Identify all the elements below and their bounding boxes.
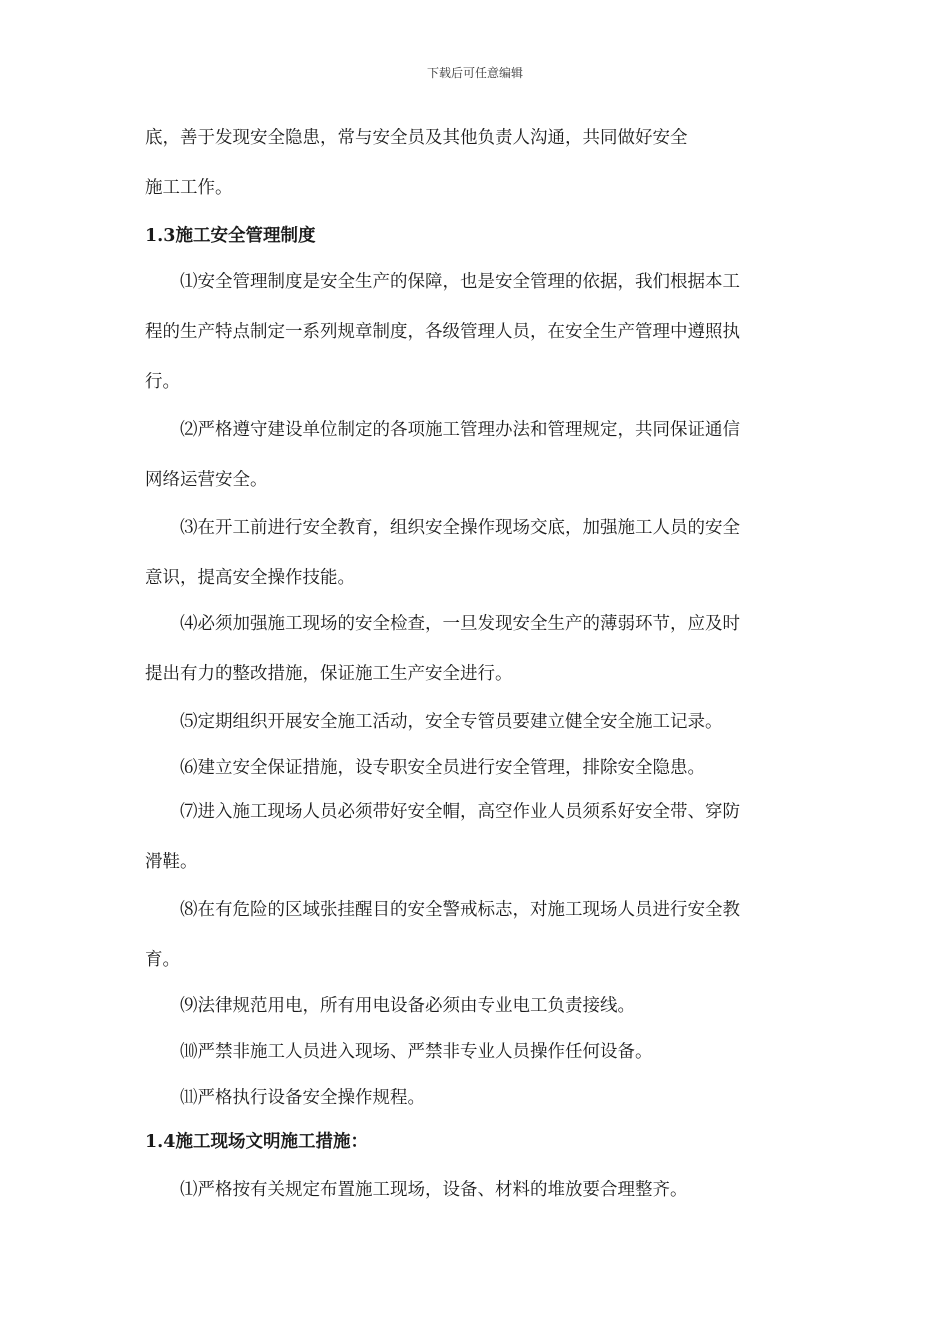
section-heading-1-4: 1.4施工现场文明施工措施： bbox=[145, 1132, 368, 1152]
paragraph-line: 程的生产特点制定一系列规章制度，各级管理人员，在安全生产管理中遵照执 bbox=[145, 322, 740, 342]
paragraph-line: 施工工作。 bbox=[145, 178, 233, 198]
paragraph-line: 提出有力的整改措施，保证施工生产安全进行。 bbox=[145, 664, 513, 684]
paragraph-line: ⑸定期组织开展安全施工活动，安全专管员要建立健全安全施工记录。 bbox=[180, 712, 723, 732]
paragraph-line: ⑾严格执行设备安全操作规程。 bbox=[180, 1088, 425, 1108]
paragraph-line: ⑶在开工前进行安全教育，组织安全操作现场交底，加强施工人员的安全 bbox=[180, 518, 740, 538]
paragraph-line: 行。 bbox=[145, 372, 180, 392]
paragraph-line: 滑鞋。 bbox=[145, 852, 198, 872]
paragraph-line: ⑴严格按有关规定布置施工现场，设备、材料的堆放要合理整齐。 bbox=[180, 1180, 688, 1200]
paragraph-line: ⑹建立安全保证措施，设专职安全员进行安全管理，排除安全隐患。 bbox=[180, 758, 705, 778]
paragraph-line: 底，善于发现安全隐患，常与安全员及其他负责人沟通，共同做好安全 bbox=[145, 128, 688, 148]
page-header: 下载后可任意编辑 bbox=[426, 66, 523, 80]
paragraph-line: 网络运营安全。 bbox=[145, 470, 268, 490]
paragraph-line: ⑼法律规范用电，所有用电设备必须由专业电工负责接线。 bbox=[180, 996, 635, 1016]
paragraph-line: ⑽严禁非施工人员进入现场、严禁非专业人员操作任何设备。 bbox=[180, 1042, 653, 1062]
paragraph-line: ⑴安全管理制度是安全生产的保障，也是安全管理的依据，我们根据本工 bbox=[180, 272, 740, 292]
paragraph-line: ⑷必须加强施工现场的安全检查，一旦发现安全生产的薄弱环节，应及时 bbox=[180, 614, 740, 634]
section-heading-1-3: 1.3施工安全管理制度 bbox=[145, 226, 316, 246]
paragraph-line: 育。 bbox=[145, 950, 180, 970]
paragraph-line: ⑻在有危险的区域张挂醒目的安全警戒标志，对施工现场人员进行安全教 bbox=[180, 900, 740, 920]
paragraph-line: 意识，提高安全操作技能。 bbox=[145, 568, 355, 588]
paragraph-line: ⑵严格遵守建设单位制定的各项施工管理办法和管理规定，共同保证通信 bbox=[180, 420, 740, 440]
paragraph-line: ⑺进入施工现场人员必须带好安全帽，高空作业人员须系好安全带、穿防 bbox=[180, 802, 740, 822]
